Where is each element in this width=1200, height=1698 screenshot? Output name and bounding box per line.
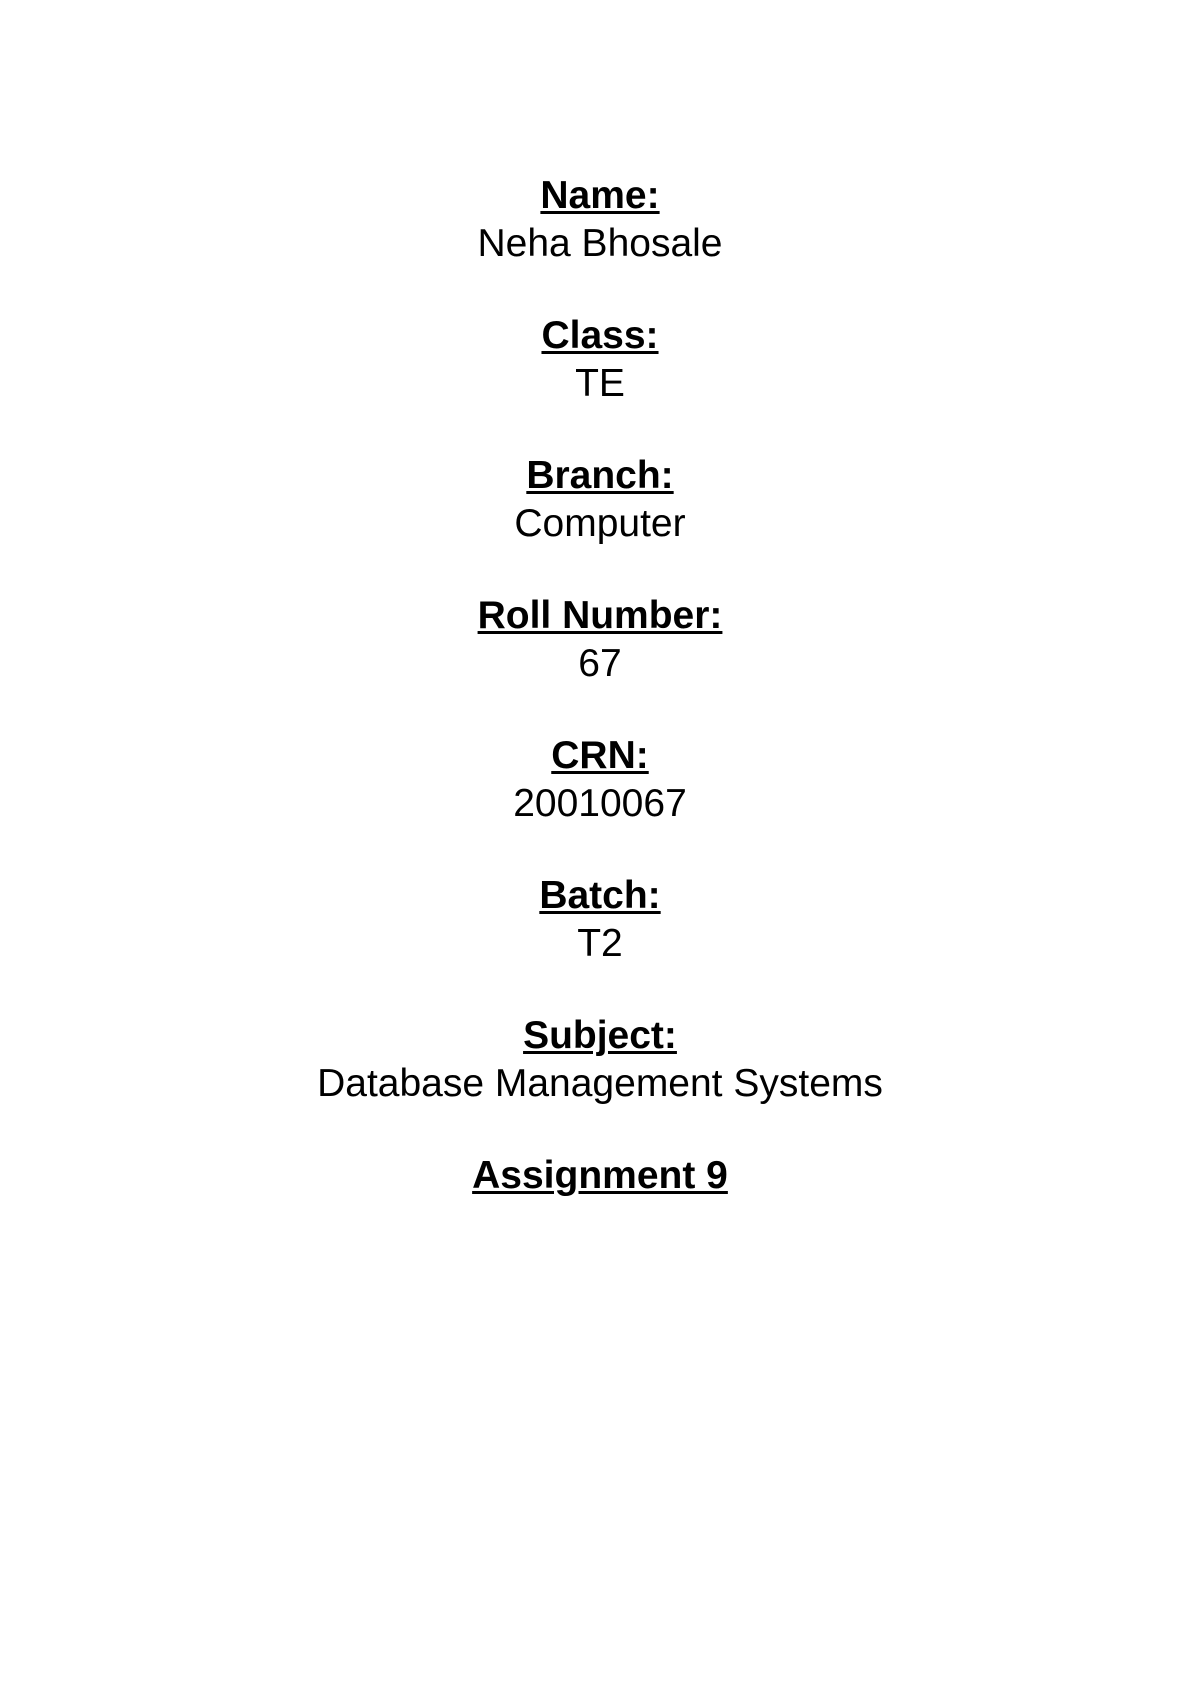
crn-field: [0, 732, 1200, 828]
roll-number-field: [0, 592, 1200, 688]
subject-value: Database Management Systems: [317, 1062, 883, 1105]
name-label: Name:: [540, 174, 660, 217]
cover-content: [0, 172, 1200, 1200]
roll-number-value: 67: [578, 642, 622, 685]
assignment-title: Assignment 9: [472, 1154, 728, 1197]
batch-field: [0, 872, 1200, 968]
class-label: Class:: [541, 314, 659, 357]
branch-label: Branch:: [526, 454, 674, 497]
class-field: [0, 312, 1200, 408]
name-field: [0, 172, 1200, 268]
subject-field: [0, 1012, 1200, 1108]
batch-value: T2: [577, 922, 623, 965]
assignment-heading-wrap: [0, 1152, 1200, 1200]
crn-label: CRN:: [551, 734, 649, 777]
name-value: Neha Bhosale: [477, 222, 723, 265]
crn-value: 20010067: [513, 782, 687, 825]
class-value: TE: [575, 362, 625, 405]
roll-number-label: Roll Number:: [477, 594, 723, 637]
subject-label: Subject:: [523, 1014, 677, 1057]
branch-value: Computer: [514, 502, 686, 545]
batch-label: Batch:: [539, 874, 661, 917]
branch-field: [0, 452, 1200, 548]
